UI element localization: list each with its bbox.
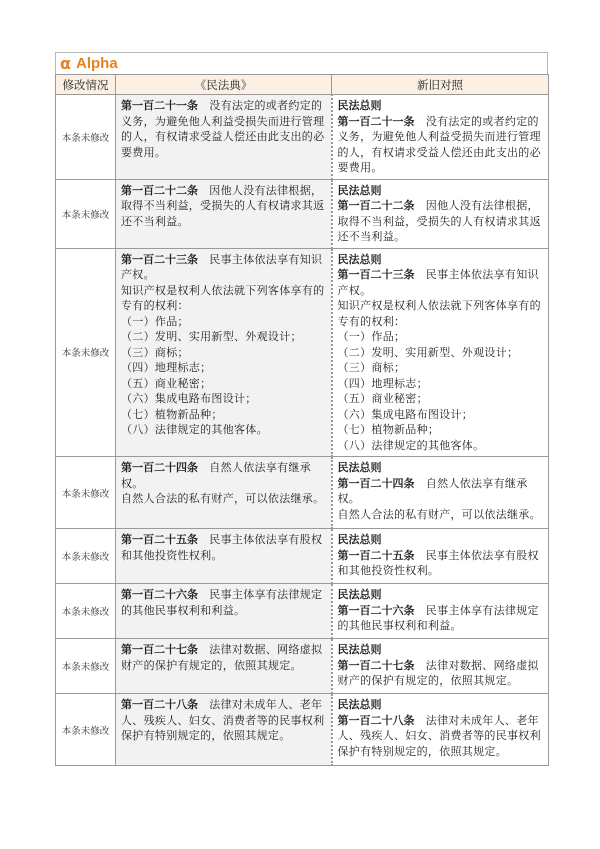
- article-text: 民事主体享有法律规定的其他民事权利和利益。: [121, 588, 323, 617]
- article-number: 第一百二十七条: [337, 658, 415, 672]
- article-paragraph: [338, 438, 546, 454]
- article-text: （七）植物新品种；: [337, 423, 440, 436]
- article-number: 第一百二十四条: [337, 476, 415, 490]
- article-number: 第一百二十三条: [337, 268, 415, 281]
- table-row: [56, 584, 549, 639]
- brand-name: Alpha: [76, 55, 118, 72]
- table-row: [56, 529, 549, 584]
- article-text: 自然人合法的私有财产，可以依法继承。: [121, 492, 325, 505]
- article-paragraph: [338, 114, 546, 176]
- article-paragraph: [121, 587, 328, 618]
- article-text: 知识产权是权利人依法就下列客体享有的专有的权利：: [121, 283, 325, 312]
- status-cell: 本条未修改: [56, 639, 116, 694]
- old-law-cell: [116, 694, 332, 766]
- new-law-cell: [332, 529, 549, 584]
- article-paragraph: [121, 183, 328, 230]
- article-text: （六）集成电路布图设计；: [337, 407, 474, 421]
- table-row: [56, 694, 549, 766]
- old-law-cell: [116, 248, 332, 457]
- section-title: 民法总则: [337, 588, 382, 601]
- section-title: 民法总则: [337, 698, 382, 711]
- old-law-cell: [116, 95, 332, 180]
- header-status: 修改情况: [56, 75, 116, 95]
- status-cell: 本条未修改: [56, 179, 116, 248]
- article-number: 第一百二十三条: [121, 252, 198, 266]
- article-paragraph: [121, 345, 328, 361]
- article-paragraph: [121, 98, 328, 160]
- article-text: （三）商标；: [337, 361, 406, 374]
- article-paragraph: [121, 360, 328, 376]
- article-number: 第一百二十一条: [121, 99, 198, 112]
- status-cell: 本条未修改: [56, 95, 116, 180]
- old-law-cell: [116, 639, 332, 694]
- table-body: [56, 95, 549, 766]
- article-text: 民事主体依法享有股权和其他投资性权利。: [337, 548, 539, 577]
- article-text: （三）商标；: [121, 345, 189, 359]
- article-paragraph: [338, 329, 546, 345]
- table-row: [56, 179, 549, 248]
- brand-bar: [55, 52, 548, 74]
- article-text: 知识产权是权利人依法就下列客体享有的专有的权利：: [337, 299, 541, 328]
- article-paragraph: [338, 345, 546, 361]
- status-cell: 本条未修改: [56, 457, 116, 529]
- old-law-cell: [116, 584, 332, 639]
- article-text: （六）集成电路布图设计；: [121, 392, 257, 405]
- table-row: [56, 95, 549, 180]
- article-paragraph: [338, 603, 546, 634]
- header-old: 《民法典》: [116, 75, 332, 95]
- article-paragraph: [121, 491, 328, 507]
- article-paragraph: [121, 697, 328, 744]
- article-text: 民事主体依法享有股权和其他投资性权利。: [121, 533, 323, 562]
- new-law-cell: [332, 639, 549, 694]
- comparison-table: [55, 74, 549, 766]
- article-number: 第一百二十八条: [337, 713, 415, 727]
- article-paragraph: [338, 360, 546, 376]
- article-text: 因他人没有法律根据，取得不当利益，受损失的人有权请求其返还不当利益。: [121, 183, 325, 228]
- article-text: （八）法律规定的其他客体。: [337, 438, 485, 452]
- section-title: 民法总则: [337, 183, 382, 197]
- article-paragraph: [121, 283, 328, 314]
- section-title: 民法总则: [337, 252, 382, 266]
- new-law-cell: [332, 248, 549, 457]
- status-cell: 本条未修改: [56, 584, 116, 639]
- old-law-cell: [116, 179, 332, 248]
- article-number: 第一百二十八条: [121, 698, 198, 711]
- new-law-cell: [332, 95, 549, 180]
- article-paragraph: [338, 376, 546, 392]
- status-cell: 本条未修改: [56, 248, 116, 457]
- section-title: 民法总则: [337, 533, 382, 546]
- article-paragraph: [338, 198, 546, 245]
- article-paragraph: [338, 507, 546, 523]
- article-text: 自然人依法享有继承权。: [121, 461, 311, 490]
- article-number: 第一百二十五条: [121, 533, 198, 546]
- status-cell: 本条未修改: [56, 529, 116, 584]
- article-text: （八）法律规定的其他客体。: [121, 423, 268, 436]
- article-paragraph: [121, 407, 328, 423]
- article-text: 自然人依法享有继承权。: [337, 476, 528, 505]
- article-text: 法律对数据、网络虚拟财产的保护有规定的，依照其规定。: [121, 643, 323, 672]
- table-row: [56, 248, 549, 457]
- article-paragraph: [121, 376, 328, 392]
- article-paragraph: [121, 314, 328, 330]
- article-text: 法律对未成年人、老年人、残疾人、妇女、消费者等的民事权利保护有特别规定的，依照其规定。: [337, 713, 541, 758]
- document-page: [55, 52, 548, 766]
- article-text: 自然人合法的私有财产，可以依法继承。: [337, 507, 541, 521]
- article-text: （五）商业秘密；: [337, 392, 428, 405]
- article-paragraph: [121, 391, 328, 407]
- new-law-cell: [332, 584, 549, 639]
- article-text: 民事主体享有法律规定的其他民事权利和利益。: [337, 603, 539, 632]
- article-text: （七）植物新品种；: [121, 407, 223, 421]
- article-number: 第一百二十二条: [121, 183, 198, 197]
- article-text: （二）发明、实用新型、外观设计；: [121, 330, 302, 343]
- article-number: 第一百二十二条: [337, 199, 415, 212]
- old-law-cell: [116, 529, 332, 584]
- article-paragraph: [121, 252, 328, 283]
- section-title: 民法总则: [337, 643, 382, 656]
- article-paragraph: [121, 460, 328, 491]
- article-paragraph: [338, 422, 546, 438]
- alpha-logo-icon: α: [60, 53, 71, 73]
- article-text: （四）地理标志；: [121, 361, 212, 374]
- article-paragraph: [338, 267, 546, 298]
- article-paragraph: [338, 713, 546, 760]
- article-text: （一）作品；: [337, 330, 406, 343]
- status-cell: 本条未修改: [56, 694, 116, 766]
- section-title: 民法总则: [337, 461, 382, 474]
- article-paragraph: [121, 422, 328, 438]
- article-number: 第一百二十一条: [337, 114, 415, 128]
- new-law-cell: [332, 179, 549, 248]
- article-text: （一）作品；: [121, 314, 189, 328]
- article-number: 第一百二十四条: [121, 461, 198, 474]
- header-new: 新旧对照: [332, 75, 549, 95]
- article-paragraph: [121, 329, 328, 345]
- article-paragraph: [121, 532, 328, 563]
- table-row: [56, 639, 549, 694]
- article-paragraph: [338, 298, 546, 329]
- table-header-row: [56, 75, 549, 95]
- article-paragraph: [338, 407, 546, 423]
- article-number: 第一百二十七条: [121, 643, 198, 656]
- section-title: 民法总则: [337, 99, 382, 112]
- article-number: 第一百二十五条: [337, 548, 415, 562]
- article-paragraph: [338, 391, 546, 407]
- article-paragraph: [338, 548, 546, 579]
- article-text: 法律对未成年人、老年人、残疾人、妇女、消费者等的民事权利保护有特别规定的，依照其规定。: [121, 698, 325, 742]
- article-text: 因他人没有法律根据，取得不当利益，受损失的人有权请求其返还不当利益。: [337, 199, 541, 243]
- article-text: （五）商业秘密；: [121, 376, 212, 390]
- article-text: 没有法定的或者约定的义务，为避免他人利益受损失而进行管理的人，有权请求受益人偿还由此支出的必要费用。: [121, 99, 325, 159]
- article-paragraph: [338, 658, 546, 689]
- article-paragraph: [338, 476, 546, 507]
- new-law-cell: [332, 457, 549, 529]
- article-text: （二）发明、实用新型、外观设计；: [337, 345, 519, 359]
- article-number: 第一百二十六条: [337, 603, 415, 617]
- table-row: [56, 457, 549, 529]
- article-text: 民事主体依法享有知识产权。: [121, 252, 323, 281]
- old-law-cell: [116, 457, 332, 529]
- new-law-cell: [332, 694, 549, 766]
- article-text: 没有法定的或者约定的义务，为避免他人利益受损失而进行管理的人，有权请求受益人偿还由此支出的必要费用。: [337, 114, 541, 174]
- article-paragraph: [121, 642, 328, 673]
- article-number: 第一百二十六条: [121, 588, 198, 601]
- article-text: （四）地理标志；: [337, 376, 428, 390]
- article-text: 法律对数据、网络虚拟财产的保护有规定的，依照其规定。: [337, 658, 539, 687]
- article-text: 民事主体依法享有知识产权。: [337, 268, 539, 297]
